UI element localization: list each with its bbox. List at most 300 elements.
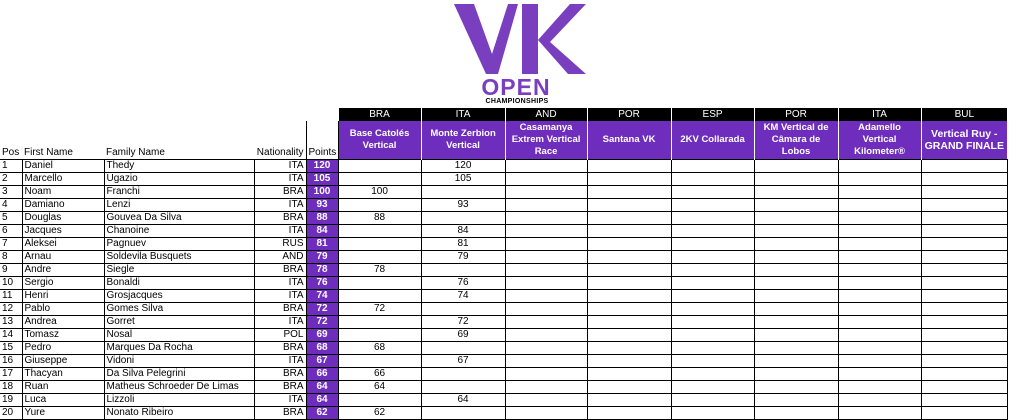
position-cell: 17: [0, 368, 22, 381]
event-result-cell: 66: [338, 368, 421, 381]
first-name-cell: Andre: [22, 264, 104, 277]
event-result-cell: [505, 173, 587, 186]
event-result-cell: [754, 225, 838, 238]
table-row: [0, 264, 1007, 277]
event-result-cell: [921, 186, 1007, 199]
event-result-cell: [838, 160, 921, 173]
event-result-cell: [338, 160, 421, 173]
event-result-cell: [754, 316, 838, 329]
table-row: [0, 212, 1007, 225]
event-result-cell: [671, 238, 754, 251]
event-result-cell: [671, 368, 754, 381]
event-result-cell: [671, 394, 754, 407]
event-result-cell: [838, 407, 921, 420]
event-result-cell: [505, 342, 587, 355]
family-name-cell: Lizzoli: [104, 394, 254, 407]
nationality-cell: BRA: [254, 303, 306, 316]
event-result-cell: 67: [421, 355, 505, 368]
pos-header: Pos: [2, 147, 20, 158]
table-row: [0, 316, 1007, 329]
points-cell: 68: [306, 342, 338, 355]
nationality-cell: ITA: [254, 277, 306, 290]
event-result-cell: [587, 316, 671, 329]
event-result-cell: [587, 368, 671, 381]
event-name: Santana VK: [587, 121, 671, 160]
points-cell: 69: [306, 329, 338, 342]
nationality-cell: AND: [254, 251, 306, 264]
nationality-cell: ITA: [254, 290, 306, 303]
table-row: [0, 407, 1007, 420]
position-cell: 18: [0, 381, 22, 394]
event-result-cell: [838, 368, 921, 381]
event-result-cell: [921, 225, 1007, 238]
event-result-cell: [421, 186, 505, 199]
event-result-cell: [338, 277, 421, 290]
standings-table: [0, 108, 1008, 420]
event-result-cell: [921, 160, 1007, 173]
table-row: [0, 238, 1007, 251]
event-country: BRA: [338, 108, 421, 121]
event-result-cell: [921, 277, 1007, 290]
event-name: Casamanya Extrem Vertical Race: [505, 121, 587, 160]
nationality-cell: RUS: [254, 238, 306, 251]
first-name-cell: Arnau: [22, 251, 104, 264]
event-result-cell: [338, 290, 421, 303]
event-result-cell: [505, 277, 587, 290]
event-result-cell: 72: [338, 303, 421, 316]
event-result-cell: [505, 264, 587, 277]
table-row: [0, 251, 1007, 264]
event-result-cell: [671, 160, 754, 173]
first-name-cell: Jacques: [22, 225, 104, 238]
vk-open-logo: [440, 2, 600, 110]
family-name-cell: Da Silva Pelegrini: [104, 368, 254, 381]
event-result-cell: [921, 407, 1007, 420]
first-name-cell: Giuseppe: [22, 355, 104, 368]
position-cell: 2: [0, 173, 22, 186]
event-result-cell: 62: [338, 407, 421, 420]
event-result-cell: [838, 199, 921, 212]
event-result-cell: [505, 225, 587, 238]
event-result-cell: [671, 212, 754, 225]
event-result-cell: [754, 342, 838, 355]
event-result-cell: [754, 355, 838, 368]
event-result-cell: [671, 329, 754, 342]
event-result-cell: 84: [421, 225, 505, 238]
family-name-cell: Bonaldi: [104, 277, 254, 290]
event-result-cell: [754, 186, 838, 199]
event-result-cell: [587, 342, 671, 355]
first-name-cell: Daniel: [22, 160, 104, 173]
table-row: [0, 368, 1007, 381]
family-name-cell: Pagnuev: [104, 238, 254, 251]
event-result-cell: [671, 290, 754, 303]
points-cell: 64: [306, 394, 338, 407]
event-result-cell: [754, 407, 838, 420]
family-name-cell: Siegle: [104, 264, 254, 277]
event-result-cell: 64: [421, 394, 505, 407]
position-cell: 5: [0, 212, 22, 225]
event-result-cell: [587, 186, 671, 199]
event-result-cell: 76: [421, 277, 505, 290]
event-result-cell: [921, 381, 1007, 394]
event-result-cell: [754, 264, 838, 277]
event-result-cell: [921, 368, 1007, 381]
points-cell: 74: [306, 290, 338, 303]
event-result-cell: [505, 303, 587, 316]
event-result-cell: [754, 199, 838, 212]
event-result-cell: [338, 173, 421, 186]
table-row: [0, 381, 1007, 394]
position-cell: 20: [0, 407, 22, 420]
first-name-cell: Luca: [22, 394, 104, 407]
event-result-cell: [671, 407, 754, 420]
points-cell: 84: [306, 225, 338, 238]
event-name: KM Vertical de Câmara de Lobos: [754, 121, 838, 160]
nationality-cell: ITA: [254, 355, 306, 368]
family-name-cell: Chanoine: [104, 225, 254, 238]
event-result-cell: 74: [421, 290, 505, 303]
event-result-cell: [671, 316, 754, 329]
event-result-cell: [505, 199, 587, 212]
event-result-cell: 68: [338, 342, 421, 355]
event-result-cell: [338, 238, 421, 251]
position-cell: 6: [0, 225, 22, 238]
event-result-cell: [587, 394, 671, 407]
event-result-cell: [421, 264, 505, 277]
event-result-cell: [838, 264, 921, 277]
event-result-cell: [587, 251, 671, 264]
event-result-cell: [505, 394, 587, 407]
family-name-cell: Lenzi: [104, 199, 254, 212]
event-result-cell: [838, 212, 921, 225]
position-cell: 1: [0, 160, 22, 173]
event-result-cell: [921, 173, 1007, 186]
position-cell: 15: [0, 342, 22, 355]
event-result-cell: [505, 316, 587, 329]
first-name-cell: Andrea: [22, 316, 104, 329]
event-result-cell: [921, 355, 1007, 368]
event-result-cell: [421, 368, 505, 381]
vk-logo-icon: [452, 2, 588, 78]
points-cell: 120: [306, 160, 338, 173]
event-result-cell: [921, 342, 1007, 355]
event-result-cell: [587, 329, 671, 342]
event-country: ITA: [421, 108, 505, 121]
nationality-cell: ITA: [254, 225, 306, 238]
event-name: 2KV Collarada: [671, 121, 754, 160]
points-cell: 72: [306, 316, 338, 329]
points-cell: 81: [306, 238, 338, 251]
first-name-header: First Name: [24, 147, 73, 158]
event-result-cell: [505, 329, 587, 342]
event-result-cell: [838, 225, 921, 238]
event-result-cell: [838, 355, 921, 368]
event-result-cell: [838, 251, 921, 264]
event-result-cell: [838, 277, 921, 290]
event-result-cell: 69: [421, 329, 505, 342]
event-result-cell: [838, 303, 921, 316]
points-cell: 67: [306, 355, 338, 368]
event-result-cell: [671, 303, 754, 316]
event-result-cell: [754, 303, 838, 316]
event-result-cell: [338, 316, 421, 329]
family-name-cell: Ugazio: [104, 173, 254, 186]
first-name-cell: Aleksei: [22, 238, 104, 251]
first-name-cell: Marcello: [22, 173, 104, 186]
first-name-cell: Damiano: [22, 199, 104, 212]
nationality-cell: BRA: [254, 407, 306, 420]
event-name-finale: Vertical Ruy - GRAND FINALE: [921, 121, 1007, 160]
points-cell: 78: [306, 264, 338, 277]
event-result-cell: [921, 329, 1007, 342]
event-result-cell: 81: [421, 238, 505, 251]
event-result-cell: [671, 342, 754, 355]
event-result-cell: [338, 394, 421, 407]
event-result-cell: [505, 186, 587, 199]
points-cell: 76: [306, 277, 338, 290]
logo-open-text: OPEN: [481, 74, 551, 100]
event-result-cell: 93: [421, 199, 505, 212]
event-result-cell: 105: [421, 173, 505, 186]
position-cell: 19: [0, 394, 22, 407]
position-cell: 4: [0, 199, 22, 212]
event-result-cell: [921, 238, 1007, 251]
event-result-cell: [754, 212, 838, 225]
event-result-cell: [754, 290, 838, 303]
points-header: Points: [306, 121, 338, 160]
points-cell: 105: [306, 173, 338, 186]
event-result-cell: [754, 160, 838, 173]
event-country: BUL: [921, 108, 1007, 121]
points-cell: 64: [306, 381, 338, 394]
event-name: Adamello Vertical Kilometer®: [838, 121, 921, 160]
event-result-cell: [754, 329, 838, 342]
event-result-cell: [587, 160, 671, 173]
event-result-cell: [421, 407, 505, 420]
event-result-cell: [671, 199, 754, 212]
first-name-cell: Pablo: [22, 303, 104, 316]
family-name-cell: Thedy: [104, 160, 254, 173]
position-cell: 14: [0, 329, 22, 342]
event-result-cell: [421, 342, 505, 355]
nationality-cell: ITA: [254, 394, 306, 407]
event-result-cell: [505, 407, 587, 420]
points-cell: 62: [306, 407, 338, 420]
first-name-cell: Henri: [22, 290, 104, 303]
event-result-cell: [587, 277, 671, 290]
event-name: Base Catolés Vertical: [338, 121, 421, 160]
family-name-cell: Soldevila Busquets: [104, 251, 254, 264]
event-result-cell: [505, 160, 587, 173]
event-result-cell: [587, 381, 671, 394]
table-row: [0, 186, 1007, 199]
nationality-cell: BRA: [254, 342, 306, 355]
event-result-cell: [921, 251, 1007, 264]
event-result-cell: [671, 381, 754, 394]
nationality-cell: POL: [254, 329, 306, 342]
first-name-cell: Thacyan: [22, 368, 104, 381]
first-name-cell: Pedro: [22, 342, 104, 355]
event-result-cell: [587, 264, 671, 277]
first-name-cell: Noam: [22, 186, 104, 199]
event-result-cell: [505, 368, 587, 381]
event-result-cell: [838, 394, 921, 407]
event-country-row: [0, 108, 1007, 121]
event-result-cell: [921, 290, 1007, 303]
table-row: [0, 160, 1007, 173]
nationality-cell: BRA: [254, 212, 306, 225]
event-result-cell: [587, 407, 671, 420]
event-result-cell: [671, 355, 754, 368]
event-result-cell: [338, 355, 421, 368]
event-result-cell: 100: [338, 186, 421, 199]
points-cell: 93: [306, 199, 338, 212]
event-result-cell: [754, 394, 838, 407]
family-name-cell: Matheus Schroeder De Limas: [104, 381, 254, 394]
event-result-cell: [838, 173, 921, 186]
event-country: ITA: [838, 108, 921, 121]
event-result-cell: [838, 329, 921, 342]
family-name-cell: Gouvea Da Silva: [104, 212, 254, 225]
event-result-cell: [838, 316, 921, 329]
event-country: POR: [754, 108, 838, 121]
nationality-cell: ITA: [254, 160, 306, 173]
event-result-cell: [838, 290, 921, 303]
position-cell: 12: [0, 303, 22, 316]
event-result-cell: [671, 186, 754, 199]
position-cell: 8: [0, 251, 22, 264]
event-result-cell: [587, 199, 671, 212]
event-result-cell: [754, 277, 838, 290]
event-result-cell: [338, 199, 421, 212]
table-row: [0, 225, 1007, 238]
event-name: Monte Zerbion Vertical: [421, 121, 505, 160]
event-result-cell: [505, 355, 587, 368]
event-result-cell: [921, 212, 1007, 225]
event-result-cell: [587, 173, 671, 186]
event-result-cell: [505, 212, 587, 225]
event-result-cell: 64: [338, 381, 421, 394]
event-result-cell: [754, 238, 838, 251]
event-country: ESP: [671, 108, 754, 121]
event-country: AND: [505, 108, 587, 121]
event-result-cell: [587, 212, 671, 225]
event-result-cell: [505, 381, 587, 394]
position-cell: 11: [0, 290, 22, 303]
event-result-cell: 120: [421, 160, 505, 173]
header-row: [0, 121, 1007, 160]
event-result-cell: [587, 290, 671, 303]
event-result-cell: [587, 238, 671, 251]
nationality-cell: BRA: [254, 186, 306, 199]
family-name-cell: Nosal: [104, 329, 254, 342]
event-result-cell: [505, 238, 587, 251]
event-result-cell: [338, 225, 421, 238]
position-cell: 16: [0, 355, 22, 368]
event-result-cell: [671, 173, 754, 186]
table-row: [0, 342, 1007, 355]
event-result-cell: [505, 251, 587, 264]
event-result-cell: [754, 173, 838, 186]
event-result-cell: [671, 251, 754, 264]
event-result-cell: [421, 303, 505, 316]
points-cell: 72: [306, 303, 338, 316]
event-country: POR: [587, 108, 671, 121]
event-result-cell: [338, 329, 421, 342]
event-result-cell: [838, 381, 921, 394]
family-name-cell: Grosjacques: [104, 290, 254, 303]
event-result-cell: 88: [338, 212, 421, 225]
nationality-cell: BRA: [254, 264, 306, 277]
points-cell: 79: [306, 251, 338, 264]
nationality-cell: ITA: [254, 199, 306, 212]
first-name-cell: Douglas: [22, 212, 104, 225]
event-result-cell: 78: [338, 264, 421, 277]
family-name-cell: Marques Da Rocha: [104, 342, 254, 355]
event-result-cell: [587, 355, 671, 368]
first-name-cell: Tomasz: [22, 329, 104, 342]
points-cell: 88: [306, 212, 338, 225]
family-name-header: Family Name: [106, 147, 165, 158]
table-row: [0, 303, 1007, 316]
event-result-cell: [421, 212, 505, 225]
table-row: [0, 199, 1007, 212]
event-result-cell: [754, 368, 838, 381]
event-result-cell: [921, 303, 1007, 316]
position-cell: 9: [0, 264, 22, 277]
event-result-cell: [838, 186, 921, 199]
event-result-cell: [421, 381, 505, 394]
position-cell: 7: [0, 238, 22, 251]
nationality-cell: ITA: [254, 173, 306, 186]
logo-championships-text: CHAMPIONSHIPS: [485, 98, 549, 105]
position-cell: 13: [0, 316, 22, 329]
family-name-cell: Gomes Silva: [104, 303, 254, 316]
event-result-cell: [921, 394, 1007, 407]
points-cell: 66: [306, 368, 338, 381]
first-name-cell: Yure: [22, 407, 104, 420]
family-name-cell: Franchi: [104, 186, 254, 199]
event-result-cell: [338, 251, 421, 264]
position-cell: 10: [0, 277, 22, 290]
points-cell: 100: [306, 186, 338, 199]
table-row: [0, 355, 1007, 368]
event-result-cell: [587, 225, 671, 238]
event-result-cell: [671, 225, 754, 238]
event-result-cell: [838, 342, 921, 355]
event-result-cell: [921, 199, 1007, 212]
event-result-cell: [671, 277, 754, 290]
event-result-cell: [587, 303, 671, 316]
event-result-cell: [921, 264, 1007, 277]
event-result-cell: [505, 290, 587, 303]
event-result-cell: 72: [421, 316, 505, 329]
position-cell: 3: [0, 186, 22, 199]
event-result-cell: [921, 316, 1007, 329]
table-row: [0, 329, 1007, 342]
table-row: [0, 290, 1007, 303]
family-name-cell: Nonato Ribeiro: [104, 407, 254, 420]
event-result-cell: 79: [421, 251, 505, 264]
event-result-cell: [838, 238, 921, 251]
table-row: [0, 277, 1007, 290]
event-result-cell: [754, 381, 838, 394]
first-name-cell: Sergio: [22, 277, 104, 290]
event-result-cell: [671, 264, 754, 277]
nationality-cell: BRA: [254, 368, 306, 381]
nationality-cell: BRA: [254, 381, 306, 394]
